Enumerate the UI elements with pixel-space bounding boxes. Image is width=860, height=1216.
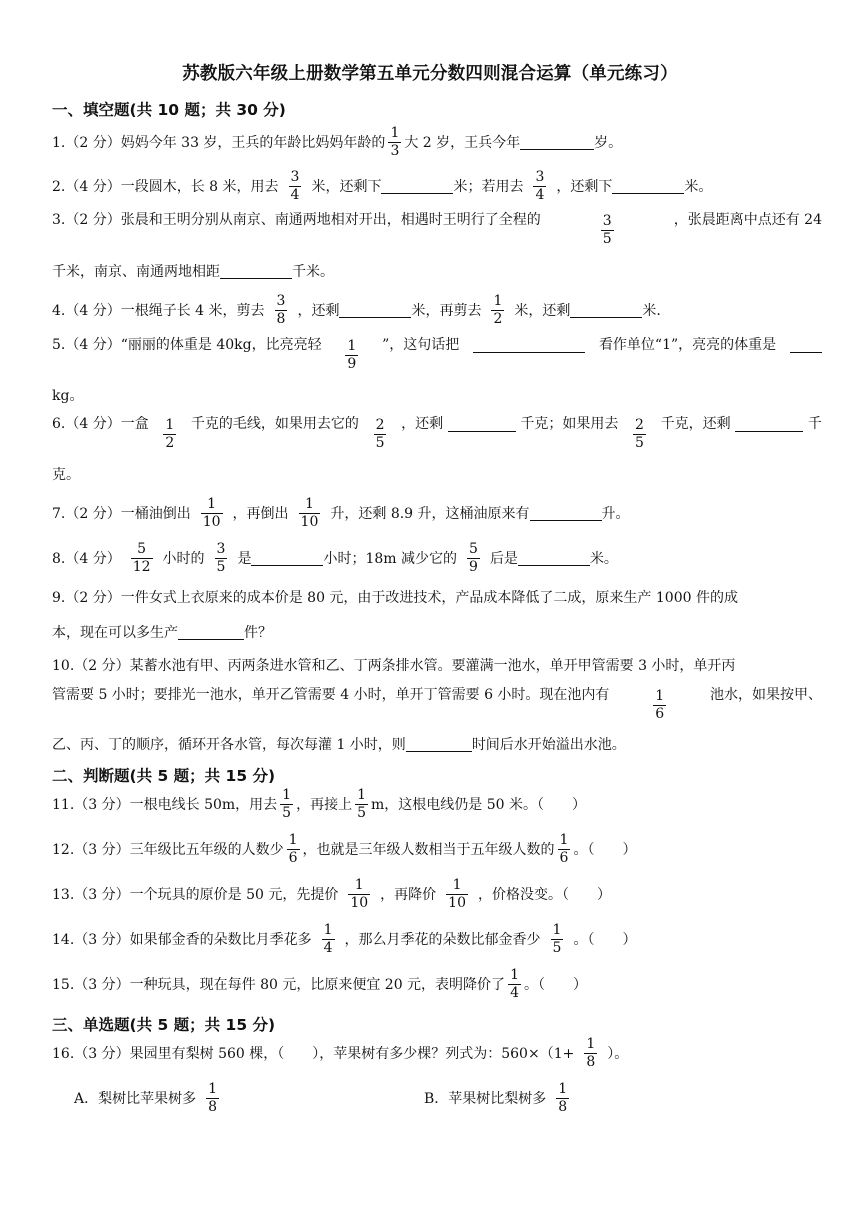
q16-text-a: 16.（3 分）果园里有梨树 560 棵，（ ），苹果树有多少棵？列式为：560×（1+	[52, 1045, 575, 1062]
q13-text-b: ，再降价	[380, 886, 437, 903]
q4-fraction-2: $\frac{1}{2}$	[493, 293, 503, 327]
q5-answer-blank-1[interactable]	[473, 338, 585, 353]
q15-fraction: $\frac{1}{4}$	[510, 967, 519, 1001]
question-5-line-2	[52, 389, 822, 403]
question-11	[52, 787, 822, 822]
q4-text-b: ，还剩	[297, 302, 340, 319]
q8-text-f: 米。	[589, 550, 618, 567]
q16-option-b-text: B．苹果树比梨树多	[424, 1090, 547, 1107]
q12-fraction-2: $\frac{1}{6}$	[559, 832, 569, 866]
q14-fraction-1: $\frac{1}{4}$	[323, 922, 333, 956]
q8-text-b: 小时的	[162, 550, 205, 567]
q14-text-c[interactable]: 。（ ）	[573, 931, 637, 948]
question-6-line-2	[52, 468, 822, 482]
q3-fraction: $\frac{3}{5}$	[602, 213, 612, 247]
q1-text-b: 大 2 岁，王兵今年	[404, 134, 521, 151]
q8-fraction-3: $\frac{5}{9}$	[469, 541, 478, 575]
q16-option-a-fraction: $\frac{1}{8}$	[208, 1081, 218, 1115]
q12-text-b: ，也就是三年级人数相当于五年级人数的	[302, 841, 555, 858]
q3-answer-blank[interactable]	[220, 264, 292, 279]
q3-text-a: 3.（2 分）张晨和王明分别从南京、南通两地相对开出，相遇时王明行了全程的	[52, 212, 541, 228]
q4-fraction-1: $\frac{3}{8}$	[276, 293, 286, 327]
q13-text-a: 13.（3 分）一个玩具的原价是 50 元，先提价	[52, 886, 339, 903]
question-16	[52, 1036, 822, 1071]
q6-text-g: 克。	[52, 467, 80, 483]
q12-text-a: 12.（3 分）三年级比五年级的人数少	[52, 841, 284, 858]
q4-text-e: 米.	[642, 302, 661, 319]
q7-text-b: ，再倒出	[232, 505, 289, 522]
q4-text-c: 米，再剪去	[411, 302, 482, 319]
q4-text-d: 米，还剩	[514, 302, 571, 319]
q13-fraction-1: $\frac{1}{10}$	[350, 877, 369, 911]
q10-answer-blank[interactable]	[406, 737, 472, 752]
q11-text-b: ，再接上	[296, 796, 353, 813]
question-10-line-1	[52, 659, 822, 673]
q10-fraction: $\frac{1}{6}$	[655, 688, 665, 722]
q12-fraction-1: $\frac{1}{6}$	[288, 832, 298, 866]
question-10-line-3	[52, 737, 822, 752]
question-5-line-1	[52, 338, 822, 373]
q10-text-d: 乙、丙、丁的顺序，循环开各水管，每次每灌 1 小时，则	[52, 736, 406, 753]
q11-text-c[interactable]: m，这根电线仍是 50 米。（ ）	[371, 796, 587, 813]
question-3-line-1	[52, 213, 822, 248]
q9-text-a: 9.（2 分）一件女式上衣原来的成本价是 80 元，由于改进技术，产品成本降低了二成，原来生产 1000 件的成	[52, 590, 738, 606]
q5-fraction: $\frac{1}{9}$	[347, 338, 357, 372]
q7-text-d: 升。	[601, 505, 630, 522]
q6-text-a: 6.（4 分）一盒	[52, 416, 149, 432]
q11-fraction-1: $\frac{1}{5}$	[282, 787, 292, 821]
question-9-line-2	[52, 625, 822, 640]
q4-answer-blank-2[interactable]	[570, 303, 642, 318]
q2-text-e: 米。	[684, 178, 713, 195]
q4-answer-blank-1[interactable]	[339, 303, 411, 318]
question-13	[52, 877, 822, 912]
q2-text-a: 2.（4 分）一段圆木，长 8 米，用去	[52, 178, 279, 195]
q8-answer-blank-1[interactable]	[251, 551, 323, 566]
q10-text-c: 池水，如果按甲、	[710, 687, 822, 703]
q16-option-a-text: A．梨树比苹果树多	[74, 1090, 197, 1107]
q5-text-d: kg。	[52, 388, 84, 404]
q14-fraction-2: $\frac{1}{5}$	[552, 922, 562, 956]
q7-fraction-1: $\frac{1}{10}$	[202, 496, 221, 530]
q2-text-c: 米；若用去	[453, 178, 524, 195]
q3-text-d: 千米。	[292, 263, 334, 280]
q2-text-d: ，还剩下	[556, 178, 613, 195]
q1-text-c: 岁。	[594, 134, 623, 151]
q8-fraction-1: $\frac{5}{12}$	[132, 541, 151, 575]
q6-text-d: 千克；如果用去	[520, 416, 619, 432]
q11-text-a: 11.（3 分）一根电线长 50m，用去	[52, 796, 278, 813]
q8-text-e: 后是	[489, 550, 518, 567]
q8-text-a: 8.（4 分）	[52, 550, 121, 567]
q6-answer-blank-1[interactable]	[448, 417, 516, 432]
q2-fraction-1: $\frac{3}{4}$	[290, 169, 300, 203]
question-15	[52, 967, 822, 1002]
q8-text-c: 是	[237, 550, 252, 567]
q6-text-c: ，还剩	[401, 416, 444, 432]
q11-fraction-2: $\frac{1}{5}$	[357, 787, 367, 821]
q8-text-d: 小时；18m 减少它的	[323, 550, 458, 567]
q1-text-a: 1.（2 分）妈妈今年 33 岁，王兵的年龄比妈妈年龄的	[52, 134, 386, 151]
q5-text-b: ”，这句话把	[382, 337, 460, 353]
q2-answer-blank-1[interactable]	[381, 179, 453, 194]
q3-text-c: 千米，南京、南通两地相距	[52, 263, 220, 280]
q10-text-b: 管需要 5 小时；要排光一池水，单开乙管需要 4 小时，单开丁管需要 6 小时。现在池内有	[52, 687, 610, 703]
q7-answer-blank[interactable]	[530, 506, 602, 521]
q6-fraction-3: $\frac{2}{5}$	[635, 417, 644, 451]
section-heading-fill-in: 一、填空题(共 10 题；共 30 分)	[52, 101, 286, 119]
q6-text-e: 千克，还剩	[660, 416, 731, 432]
q1-fraction: $\frac{1}{3}$	[390, 125, 400, 159]
q6-text-f: 千	[807, 416, 822, 432]
q15-text-b[interactable]: 。（ ）	[523, 976, 587, 993]
q9-text-c: 件？	[244, 624, 272, 641]
q6-fraction-1: $\frac{1}{2}$	[165, 417, 175, 451]
q15-text-a: 15.（3 分）一种玩具，现在每件 80 元，比原来便宜 20 元，表明降价了	[52, 976, 506, 993]
question-14	[52, 922, 822, 957]
question-4	[52, 293, 822, 328]
q3-text-b: ，张晨距离中点还有 24	[673, 212, 822, 228]
q10-text-a: 10.（2 分）某蓄水池有甲、丙两条进水管和乙、丁两条排水管。要灌满一池水，单开甲管需要 3 小时，单开丙	[52, 658, 736, 674]
question-7	[52, 496, 822, 531]
q6-text-b: 千克的毛线，如果用去它的	[190, 416, 359, 432]
q9-text-b: 本，现在可以多生产	[52, 624, 178, 641]
q14-text-b: ，那么月季花的朵数比郁金香少	[344, 931, 541, 948]
q16-fraction: $\frac{1}{8}$	[586, 1036, 596, 1070]
q8-fraction-2: $\frac{3}{5}$	[216, 541, 226, 575]
q2-answer-blank-2[interactable]	[612, 179, 684, 194]
q10-text-e: 时间后水开始溢出水池。	[471, 736, 626, 753]
q6-fraction-2: $\frac{2}{5}$	[375, 417, 385, 451]
question-6-line-1	[52, 417, 822, 452]
q7-text-c: 升，还剩 8.9 升，这桶油原来有	[330, 505, 530, 522]
q5-answer-blank-2[interactable]	[790, 338, 822, 353]
section-heading-single-choice: 三、单选题(共 5 题；共 15 分)	[52, 1016, 276, 1034]
question-9-line-1	[52, 591, 822, 605]
question-12	[52, 832, 822, 867]
q7-text-a: 7.（2 分）一桶油倒出	[52, 505, 191, 522]
question-2	[52, 169, 822, 204]
q2-text-b: 米，还剩下	[311, 178, 382, 195]
q13-fraction-2: $\frac{1}{10}$	[448, 877, 466, 911]
q16-text-b: ）。	[607, 1045, 629, 1062]
question-10-line-2	[52, 688, 822, 723]
q16-option-b-fraction: $\frac{1}{8}$	[558, 1081, 568, 1115]
q5-text-a: 5.（4 分）“丽丽的体重是 40kg，比亮亮轻	[52, 337, 322, 353]
q7-fraction-2: $\frac{1}{10}$	[300, 496, 319, 530]
q14-text-a: 14.（3 分）如果郁金香的朵数比月季花多	[52, 931, 312, 948]
q2-fraction-2: $\frac{3}{4}$	[535, 169, 545, 203]
page-title: 苏教版六年级上册数学第五单元分数四则混合运算（单元练习）	[182, 64, 678, 84]
question-8	[52, 541, 822, 576]
q9-answer-blank[interactable]	[178, 625, 244, 640]
section-heading-true-false: 二、判断题(共 5 题；共 15 分)	[52, 767, 276, 785]
q8-answer-blank-2[interactable]	[518, 551, 590, 566]
q6-answer-blank-2[interactable]	[735, 417, 803, 432]
q12-text-c[interactable]: 。（ ）	[573, 841, 637, 858]
question-3-line-2	[52, 264, 822, 279]
question-1	[52, 125, 822, 160]
q1-answer-blank[interactable]	[520, 135, 594, 150]
q4-text-a: 4.（4 分）一根绳子长 4 米，剪去	[52, 302, 265, 319]
q16-option-b[interactable]	[424, 1081, 822, 1116]
q5-text-c: 看作单位“1”，亮亮的体重是	[598, 337, 777, 353]
q13-text-c[interactable]: ，价格没变。（ ）	[478, 886, 611, 903]
